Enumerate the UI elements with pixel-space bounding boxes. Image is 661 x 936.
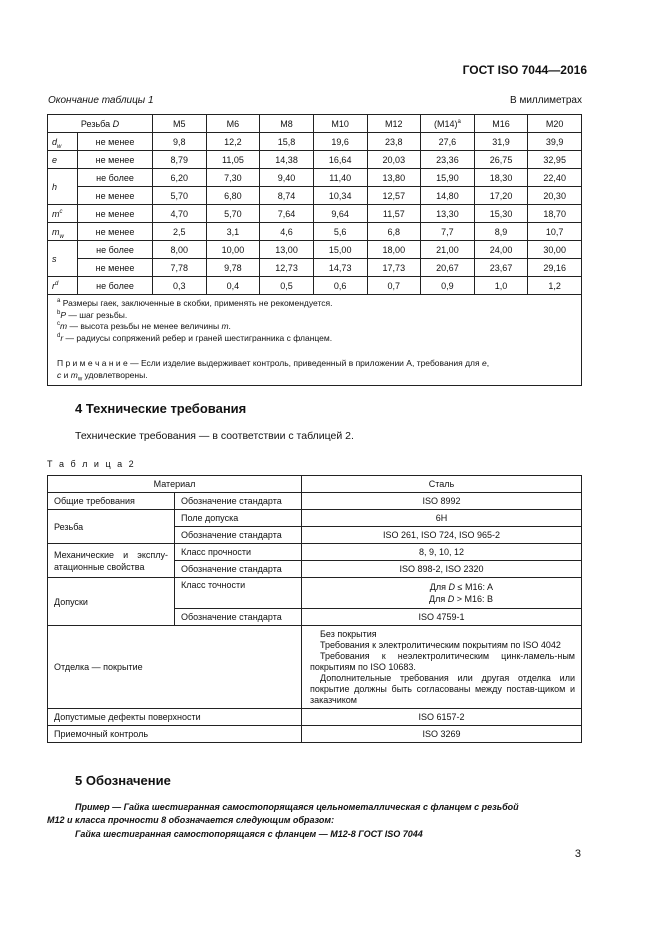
value-cell: 18,70 [528, 205, 582, 223]
limit-label: не более [78, 169, 153, 187]
table-row [48, 223, 582, 241]
symbol-text: d [52, 136, 58, 147]
footnotes-cell [48, 295, 582, 386]
value-cell: 13,00 [260, 241, 314, 259]
mech-standard-value: ISO 898-2, ISO 2320 [302, 561, 582, 578]
value-cell: 9,40 [260, 169, 314, 187]
footnote-symbol: P [60, 309, 67, 320]
size-label: M5 [173, 118, 186, 129]
tol-line-1 [308, 581, 493, 593]
acceptance-value: ISO 3269 [302, 726, 582, 743]
param-symbol [48, 223, 78, 241]
value-cell: 5,6 [313, 223, 367, 241]
size-label: M6 [226, 118, 240, 129]
table2-caption: Т а б л и ц а 2 [47, 459, 136, 469]
example-line-2: M12 и класса прочности 8 обозначается следующим образом: [47, 815, 335, 825]
value-cell: 20,03 [367, 151, 421, 169]
section4-title: 4 Технические требования [75, 401, 247, 416]
table-row [48, 259, 582, 277]
value-cell: 15,90 [421, 169, 475, 187]
value-cell: 17,20 [474, 187, 528, 205]
param-symbol [48, 277, 78, 295]
thread-label: Резьба [80, 118, 113, 129]
value-cell: 26,75 [474, 151, 528, 169]
value-cell: 10,7 [528, 223, 582, 241]
param-symbol [48, 169, 78, 205]
thread-label: Резьба [48, 510, 175, 544]
table-row [48, 626, 582, 709]
footnote-text: Размеры гаек, заключенные в скобки, применять не рекомендуется. [60, 298, 333, 308]
footnote-mark: c [57, 321, 60, 328]
table1-caption: Окончание таблицы 1 [48, 95, 154, 106]
size-label: M10 [331, 118, 349, 129]
limit-label: не менее [78, 151, 153, 169]
finish-label: Отделка — покрытие [48, 626, 302, 709]
value-cell: 16,64 [313, 151, 367, 169]
general-sub: Обозначение стандарта [175, 493, 302, 510]
value-cell: 7,30 [206, 169, 260, 187]
table-row [48, 493, 582, 510]
size-header-4 [367, 115, 421, 133]
tol-line-1-pre: Для [429, 582, 449, 592]
mech-label: Механические и эксплу-атационные свойства [48, 544, 175, 578]
value-cell: 6,80 [206, 187, 260, 205]
value-cell: 7,78 [153, 259, 207, 277]
footnote-symbol: r [60, 332, 64, 343]
symbol-sup: d [55, 280, 59, 287]
param-symbol [48, 133, 78, 151]
size-label: (M14) [434, 118, 458, 129]
note-sub-w: w [77, 376, 83, 383]
footnote-c [57, 321, 576, 333]
table-header-row [48, 476, 582, 493]
value-cell: 15,00 [313, 241, 367, 259]
tol-line-1-sym: D [448, 582, 456, 592]
note-end: удовлетворены. [82, 369, 148, 380]
value-cell: 1,2 [528, 277, 582, 295]
value-cell: 24,00 [474, 241, 528, 259]
document-header: ГОСТ ISO 7044—2016 [462, 63, 587, 77]
limit-label: не менее [78, 187, 153, 205]
value-cell: 2,5 [153, 223, 207, 241]
value-cell: 20,30 [528, 187, 582, 205]
thread-tolerance-value: 6H [302, 510, 582, 527]
size-header-2 [260, 115, 314, 133]
value-cell: 21,00 [421, 241, 475, 259]
symbol-text: r [52, 280, 55, 291]
value-cell: 32,95 [528, 151, 582, 169]
value-cell: 13,30 [421, 205, 475, 223]
table1-note [57, 358, 576, 381]
value-cell: 7,64 [260, 205, 314, 223]
symbol-text: m [52, 208, 60, 219]
symbol-text: h [52, 181, 58, 192]
tol-line-2-post: > M16: B [454, 594, 493, 604]
value-cell: 11,40 [313, 169, 367, 187]
value-cell: 9,64 [313, 205, 367, 223]
tol-line-2-sym: D [447, 594, 455, 604]
mech-standard-sub: Обозначение стандарта [175, 561, 302, 578]
section5-title: 5 Обозначение [75, 773, 171, 788]
value-cell: 23,67 [474, 259, 528, 277]
symbol-text: m [52, 226, 60, 237]
value-cell: 8,9 [474, 223, 528, 241]
value-cell: 15,8 [260, 133, 314, 151]
tol-line-2 [308, 593, 493, 605]
value-cell: 9,8 [153, 133, 207, 151]
table-row [48, 151, 582, 169]
value-cell: 10,00 [206, 241, 260, 259]
requirements-table [47, 475, 582, 743]
value-cell: 0,7 [367, 277, 421, 295]
limit-label: не менее [78, 133, 153, 151]
limit-label: не менее [78, 205, 153, 223]
value-cell: 0,4 [206, 277, 260, 295]
value-cell: 10,34 [313, 187, 367, 205]
size-header-0 [153, 115, 207, 133]
thread-standard-value: ISO 261, ISO 724, ISO 965-2 [302, 527, 582, 544]
page-number: 3 [574, 848, 581, 860]
footnote-text: — высота резьбы не менее величины [67, 321, 222, 331]
note-and: и [61, 369, 71, 380]
dimensions-table [47, 114, 582, 386]
value-cell: 15,30 [474, 205, 528, 223]
value-cell: 0,5 [260, 277, 314, 295]
size-label: M8 [280, 118, 293, 129]
tol-class-value [302, 578, 582, 609]
tol-standard-sub: Обозначение стандарта [175, 609, 302, 626]
value-cell: 0,9 [421, 277, 475, 295]
param-symbol [48, 241, 78, 277]
steel-header: Сталь [302, 476, 582, 493]
symbol-sup: c [59, 208, 63, 215]
value-cell: 17,73 [367, 259, 421, 277]
note-sym-e: e [481, 358, 487, 368]
value-cell: 3,1 [206, 223, 260, 241]
value-cell: 5,70 [206, 205, 260, 223]
footnote-b [57, 310, 576, 322]
symbol-text: e [52, 154, 58, 165]
thread-standard-sub: Обозначение стандарта [175, 527, 302, 544]
size-header-6 [474, 115, 528, 133]
table-row [48, 241, 582, 259]
value-cell: 18,00 [367, 241, 421, 259]
value-cell: 1,0 [474, 277, 528, 295]
size-label: M12 [385, 118, 403, 129]
general-label: Общие требования [48, 493, 175, 510]
size-label: M20 [545, 118, 564, 129]
value-cell: 7,7 [421, 223, 475, 241]
table-row [48, 187, 582, 205]
value-cell: 27,6 [421, 133, 475, 151]
note-comma: , [486, 358, 490, 368]
value-cell: 4,70 [153, 205, 207, 223]
value-cell: 12,2 [206, 133, 260, 151]
value-cell: 19,6 [313, 133, 367, 151]
value-cell: 12,73 [260, 259, 314, 277]
note-sym-m: m [70, 369, 78, 380]
note-label: П р и м е ч а н и е [57, 358, 128, 368]
size-header-5 [421, 115, 475, 133]
size-header-1 [206, 115, 260, 133]
designation-example: Гайка шестигранная самостопорящаяся с фланцем — M12-8 ГОСТ ISO 7044 [75, 829, 423, 839]
value-cell: 14,80 [421, 187, 475, 205]
limit-label: не менее [78, 259, 153, 277]
footnote-text: — радиусы сопряжений ребер и граней шестигранника с фланцем. [63, 332, 333, 343]
size-label: M16 [492, 118, 510, 129]
limit-label: не более [78, 241, 153, 259]
symbol-sub: w [59, 233, 64, 240]
footnote-tail-symbol: m [221, 321, 229, 331]
value-cell: 12,57 [367, 187, 421, 205]
param-symbol [48, 205, 78, 223]
mech-class-value: 8, 9, 10, 12 [302, 544, 582, 561]
finish-p1: Без покрытия [320, 629, 377, 639]
value-cell: 8,74 [260, 187, 314, 205]
thread-symbol: D [112, 118, 120, 129]
table-row [48, 544, 582, 561]
limit-label: не менее [78, 223, 153, 241]
value-cell: 11,05 [206, 151, 260, 169]
limit-label: не более [78, 277, 153, 295]
value-cell: 6,20 [153, 169, 207, 187]
defects-label: Допустимые дефекты поверхности [48, 709, 302, 726]
value-cell: 18,30 [474, 169, 528, 187]
note-text: — Если изделие выдерживает контроль, приведенный в приложении А, требования для [127, 358, 482, 368]
table-row [48, 133, 582, 151]
footnote-symbol: m [60, 321, 68, 331]
value-cell: 0,3 [153, 277, 207, 295]
table-row [48, 726, 582, 743]
size-note-mark: a [457, 118, 461, 125]
general-value: ISO 8992 [302, 493, 582, 510]
example-line-1: Пример — Гайка шестигранная самостопорящаяся цельнометаллическая с фланцем с резьбой [75, 802, 519, 812]
value-cell: 23,36 [421, 151, 475, 169]
value-cell: 14,73 [313, 259, 367, 277]
param-symbol [48, 151, 78, 169]
footnote-a [57, 298, 576, 310]
footnotes-row [48, 295, 582, 386]
section4-text: Технические требования — в соответствии с таблицей 2. [75, 430, 354, 442]
table-row [48, 205, 582, 223]
tol-line-1-post: ≤ M16: A [455, 582, 493, 592]
footnote-mark: d [57, 332, 61, 339]
value-cell: 8,79 [153, 151, 207, 169]
footnote-mark: a [57, 298, 61, 305]
value-cell: 8,00 [153, 241, 207, 259]
table-row [48, 277, 582, 295]
finish-p2: Требования к электролитическим покрытиям по ISO 4042 [320, 640, 561, 650]
acceptance-label: Приемочный контроль [48, 726, 302, 743]
defects-value: ISO 6157-2 [302, 709, 582, 726]
thread-header-cell [48, 115, 153, 133]
size-header-7 [528, 115, 582, 133]
finish-value [302, 626, 582, 709]
value-cell: 30,00 [528, 241, 582, 259]
size-header-3 [313, 115, 367, 133]
value-cell: 13,80 [367, 169, 421, 187]
value-cell: 20,67 [421, 259, 475, 277]
value-cell: 4,6 [260, 223, 314, 241]
table-row [48, 578, 582, 609]
table-row [48, 709, 582, 726]
footnote-mark: b [57, 309, 61, 316]
thread-tolerance-sub: Поле допуска [175, 510, 302, 527]
value-cell: 29,16 [528, 259, 582, 277]
value-cell: 11,57 [367, 205, 421, 223]
table-header-row [48, 115, 582, 133]
symbol-sub: w [57, 143, 62, 150]
tol-class-sub: Класс точности [175, 578, 302, 609]
value-cell: 5,70 [153, 187, 207, 205]
note-sym-c: c [57, 369, 62, 380]
value-cell: 0,6 [313, 277, 367, 295]
tol-label: Допуски [48, 578, 175, 626]
value-cell: 22,40 [528, 169, 582, 187]
value-cell: 23,8 [367, 133, 421, 151]
mech-class-sub: Класс прочности [175, 544, 302, 561]
value-cell: 9,78 [206, 259, 260, 277]
table-row [48, 169, 582, 187]
value-cell: 14,38 [260, 151, 314, 169]
symbol-text: s [52, 253, 57, 264]
finish-p3: Требования к неэлектролитическим цинк-ламель-ным покрытиям по ISO 10683. [310, 651, 575, 672]
material-header: Материал [48, 476, 302, 493]
footnote-tail: . [228, 321, 231, 331]
footnote-text: — шаг резьбы. [66, 309, 128, 320]
table-row [48, 510, 582, 527]
value-cell: 31,9 [474, 133, 528, 151]
value-cell: 6,8 [367, 223, 421, 241]
tol-line-2-pre: Для [428, 594, 448, 604]
finish-p4: Дополнительные требования или другая отделка или покрытие должны быть согласованы между постав-щиком и заказчиком [310, 673, 575, 705]
footnote-d [57, 333, 576, 345]
tol-standard-value: ISO 4759-1 [302, 609, 582, 626]
table1-units: В миллиметрах [510, 95, 582, 106]
value-cell: 39,9 [528, 133, 582, 151]
